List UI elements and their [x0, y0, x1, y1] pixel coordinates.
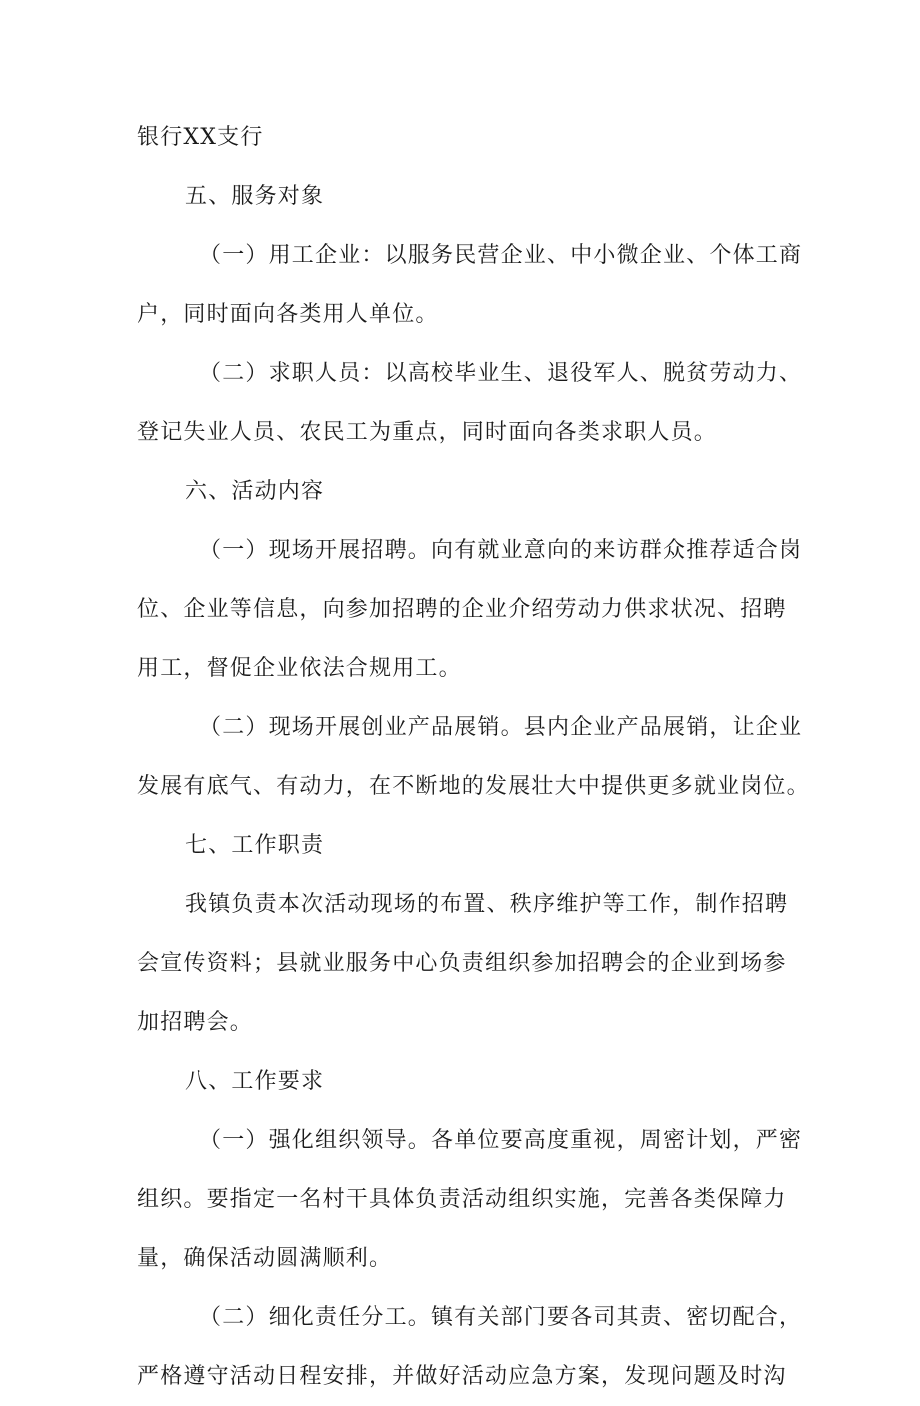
- body-line: 登记失业人员、农民工为重点，同时面向各类求职人员。: [137, 420, 718, 445]
- body-line: （二）现场开展创业产品展销。县内企业产品展销，让企业: [199, 715, 803, 740]
- section-heading: 六、活动内容: [185, 479, 325, 504]
- body-line: 我镇负责本次活动现场的布置、秩序维护等工作，制作招聘: [185, 892, 789, 917]
- body-line: （二）求职人员：以高校毕业生、退役军人、脱贫劳动力、: [199, 361, 803, 386]
- body-line: 用工，督促企业依法合规用工。: [137, 656, 462, 681]
- section-heading: 七、工作职责: [185, 833, 325, 858]
- body-line: （一）强化组织领导。各单位要高度重视，周密计划，严密: [199, 1128, 803, 1153]
- body-line: （一）现场开展招聘。向有就业意向的来访群众推荐适合岗: [199, 538, 803, 563]
- section-heading: 五、服务对象: [185, 184, 325, 209]
- body-line: 银行XX支行: [137, 125, 264, 150]
- body-line: 位、企业等信息，向参加招聘的企业介绍劳动力供求状况、招聘: [137, 597, 787, 622]
- body-line: 量，确保活动圆满顺利。: [137, 1246, 393, 1271]
- body-line: 发展有底气、有动力，在不断地的发展壮大中提供更多就业岗位。: [137, 774, 810, 799]
- section-heading: 八、工作要求: [185, 1069, 325, 1094]
- body-line: 加招聘会。: [137, 1010, 254, 1035]
- body-line: 户，同时面向各类用人单位。: [137, 302, 439, 327]
- body-line: 组织。要指定一名村干具体负责活动组织实施，完善各类保障力: [137, 1187, 787, 1212]
- body-line: 严格遵守活动日程安排，并做好活动应急方案，发现问题及时沟: [137, 1364, 787, 1389]
- body-line: （二）细化责任分工。镇有关部门要各司其责、密切配合，: [199, 1305, 803, 1330]
- document-body: [137, 108, 810, 1406]
- body-line: 会宣传资料；县就业服务中心负责组织参加招聘会的企业到场参: [137, 951, 787, 976]
- body-line: （一）用工企业：以服务民营企业、中小微企业、个体工商: [199, 243, 803, 268]
